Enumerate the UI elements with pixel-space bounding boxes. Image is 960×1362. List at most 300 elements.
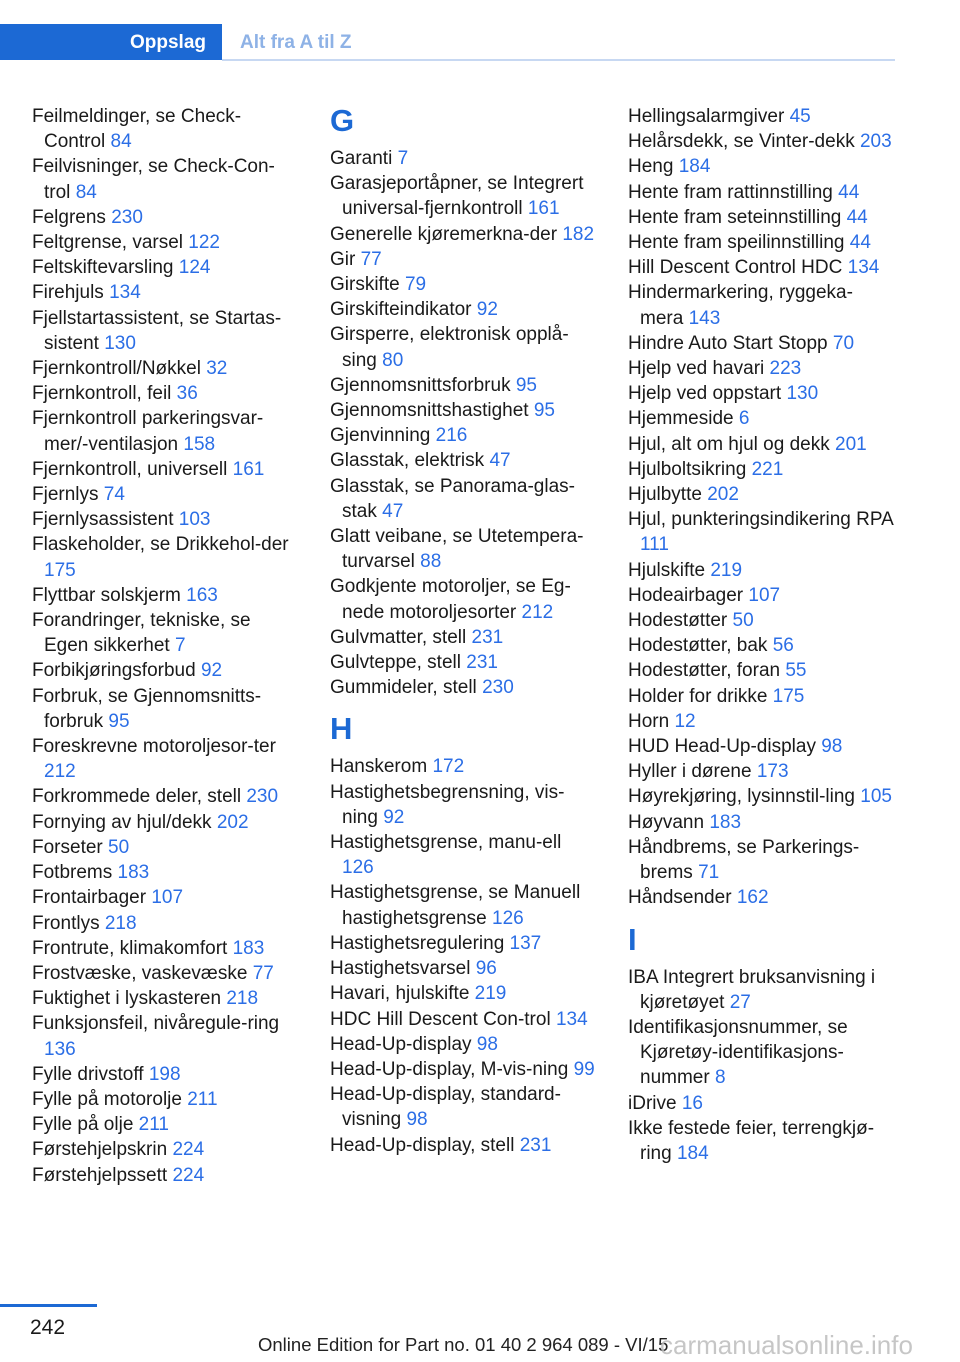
index-page-link[interactable]: 134 — [555, 1008, 588, 1030]
index-page-link[interactable]: 99 — [573, 1058, 595, 1080]
index-entry — [628, 154, 896, 179]
index-entry-term: Hodeairbager — [628, 584, 744, 606]
index-page-link[interactable]: 130 — [786, 383, 819, 405]
index-entry — [32, 507, 300, 532]
index-page-link[interactable]: 143 — [688, 307, 721, 329]
index-entry-term: Frontairbager — [32, 887, 147, 909]
index-entry-term: Feltskiftevarsling — [32, 257, 174, 279]
index-page-link[interactable]: 136 — [44, 1038, 76, 1060]
index-entry-term: Hjul, punkteringsindikering RPA — [628, 509, 893, 531]
index-entry — [330, 297, 598, 322]
index-entry — [330, 398, 598, 423]
page-number: 242 — [30, 1316, 66, 1339]
index-entry-term: Fornying av hjul/dekk — [32, 811, 212, 833]
index-page-link[interactable]: 111 — [640, 534, 669, 556]
index-entry-term: Horn — [628, 710, 670, 732]
index-entry — [32, 961, 300, 986]
index-entry — [628, 507, 896, 557]
index-entry — [330, 981, 598, 1006]
index-entry — [628, 331, 896, 356]
index-entry-term: Fjellstartassistent, se Startas-sistent — [32, 307, 282, 354]
index-entry — [628, 608, 896, 633]
index-entry-term: Frostvæske, vaskevæske — [32, 962, 248, 984]
index-page-link[interactable]: 12 — [674, 710, 696, 732]
index-page-link[interactable]: 98 — [476, 1033, 498, 1055]
index-page-link[interactable]: 98 — [406, 1109, 428, 1131]
index-entry — [32, 936, 300, 961]
index-entry — [330, 830, 598, 880]
index-entry — [330, 574, 598, 624]
index-entry-term: Gulvteppe, stell — [330, 652, 461, 674]
index-page-link[interactable]: 212 — [44, 761, 76, 783]
index-entry-term: Holder for drikke — [628, 685, 768, 707]
index-entry — [32, 583, 300, 608]
index-entry-term: Gir — [330, 248, 356, 270]
index-page-link[interactable]: 98 — [821, 736, 843, 758]
index-page-link[interactable]: 124 — [178, 257, 211, 279]
index-entry-term: Glasstak, elektrisk — [330, 450, 485, 472]
index-entry-term: Hill Descent Control HDC — [628, 257, 843, 279]
index-page-link[interactable]: 32 — [206, 358, 228, 380]
index-page-link[interactable]: 70 — [832, 332, 855, 354]
index-entry — [628, 457, 896, 482]
index-entry-term: Flaskeholder, se Drikkehol-der — [32, 534, 289, 556]
index-entry — [628, 406, 896, 431]
index-entry — [628, 1015, 896, 1091]
index-entry-term: Head-Up-display, stell — [330, 1134, 515, 1156]
index-entry-term: Fylle på olje — [32, 1114, 134, 1136]
index-entry — [32, 482, 300, 507]
index-page-link[interactable]: 175 — [772, 685, 805, 707]
index-page-link[interactable]: 96 — [475, 958, 497, 980]
index-entry — [32, 406, 300, 456]
index-page-link[interactable]: 95 — [515, 374, 537, 396]
index-entry — [330, 272, 598, 297]
index-page-link[interactable]: 7 — [397, 148, 409, 169]
index-page-link[interactable]: 74 — [103, 484, 125, 506]
index-entry-term: Forbikjøringsforbud — [32, 660, 196, 682]
index-page-link[interactable]: 45 — [789, 106, 811, 127]
index-page-link[interactable]: 211 — [187, 1088, 218, 1110]
index-page-link[interactable]: 231 — [466, 652, 498, 674]
index-entry-term: Girsperre, elektronisk opplå-sing — [330, 324, 569, 371]
index-entry-term: Flyttbar solskjerm — [32, 584, 181, 606]
index-entry-term: Gulvmatter, stell — [330, 626, 467, 648]
index-entry-term: Foreskrevne motoroljesor-ter — [32, 736, 276, 758]
index-entry — [32, 734, 300, 784]
index-entry-term: Hjulskifte — [628, 559, 706, 581]
index-entry — [628, 684, 896, 709]
index-entry-term: Fjernkontroll, feil — [32, 383, 172, 405]
index-entry-term: Hjulbytte — [628, 484, 702, 506]
index-column-2 — [330, 104, 598, 1158]
index-page-link[interactable]: 184 — [678, 156, 711, 178]
index-entry-term: Fjernkontroll/Nøkkel — [32, 358, 201, 380]
index-entry-term: Hjelp ved havari — [628, 358, 765, 380]
index-entry-term: Fylle på motorolje — [32, 1088, 182, 1110]
index-entry — [330, 146, 598, 171]
index-page-link[interactable]: 230 — [111, 206, 143, 228]
index-entry-term: Hodestøtter, bak — [628, 635, 768, 657]
index-entry — [32, 885, 300, 910]
index-page-link[interactable]: 230 — [482, 677, 514, 699]
index-page-link[interactable]: 88 — [420, 551, 442, 573]
index-page-link[interactable]: 126 — [492, 907, 524, 929]
index-entry-term: Head-Up-display, standard-visning — [330, 1084, 561, 1131]
index-entry-term: Høyvann — [628, 811, 705, 833]
index-entry-term: Førstehjelpskrin — [32, 1139, 168, 1161]
tab-alt-fra-a-til-z[interactable]: Alt fra A til Z — [240, 32, 352, 53]
index-entry — [330, 675, 598, 700]
index-page-link[interactable]: 224 — [172, 1164, 205, 1186]
header-tabs — [0, 24, 895, 62]
index-entry-term: Frontrute, klimakomfort — [32, 937, 228, 959]
index-page-link[interactable]: 161 — [232, 458, 265, 480]
index-entry — [628, 583, 896, 608]
index-page-link[interactable]: 126 — [342, 857, 374, 879]
index-entry-term: Fotbrems — [32, 862, 113, 884]
index-page-link[interactable]: 184 — [676, 1142, 709, 1164]
index-entry — [32, 1137, 300, 1162]
index-entry — [628, 784, 896, 809]
index-entry-term: Frontlys — [32, 912, 100, 934]
index-entry-term: Helårsdekk, se Vinter-dekk — [628, 131, 855, 153]
index-entry — [628, 709, 896, 734]
index-page-link[interactable]: 212 — [521, 601, 554, 623]
index-entry-term: Glatt veibane, se Utetempera-turvarsel — [330, 526, 584, 573]
index-entry — [330, 222, 598, 247]
index-entry — [32, 1087, 300, 1112]
index-page-link[interactable]: 107 — [748, 584, 781, 606]
index-page-link[interactable]: 183 — [232, 937, 265, 959]
index-page-link[interactable]: 47 — [489, 450, 511, 472]
index-entry — [330, 1082, 598, 1132]
index-entry — [628, 835, 896, 885]
index-entry — [32, 1112, 300, 1137]
index-entry-term: Hastighetsbegrensning, vis-ning — [330, 781, 565, 828]
index-page-link[interactable]: 105 — [860, 786, 892, 808]
index-entry — [330, 931, 598, 956]
index-entry-term: Hjul, alt om hjul og dekk — [628, 433, 830, 455]
index-entry-term: Hodestøtter, foran — [628, 660, 781, 682]
index-page-link[interactable]: 230 — [246, 786, 279, 808]
index-entry — [32, 356, 300, 381]
index-page-link[interactable]: 92 — [200, 660, 223, 682]
watermark: carmanualsonline.info — [660, 1330, 913, 1360]
index-page-link[interactable]: 6 — [738, 408, 750, 430]
index-entry — [32, 205, 300, 230]
index-page-link[interactable]: 56 — [772, 635, 794, 657]
index-entry-term: Håndbrems, se Parkerings-brems — [628, 836, 860, 884]
index-entry-term: Gjennomsnittshastighet — [330, 400, 529, 422]
index-entry — [330, 1057, 598, 1082]
index-entry — [330, 880, 598, 930]
index-entry-term: Feilmeldinger, se Check-Control — [32, 106, 242, 153]
edition-note: Online Edition for Part no. 01 40 2 964 089 - VI/15 — [258, 1334, 669, 1355]
index-entry — [628, 381, 896, 406]
index-entry-term: HUD Head-Up-display — [628, 736, 816, 758]
index-entry-term: Fjernkontroll, universell — [32, 458, 228, 480]
index-entry — [628, 734, 896, 759]
index-entry-term: Forandringer, tekniske, se Egen sikkerhet — [32, 610, 251, 657]
index-entry — [628, 230, 896, 255]
index-entry-term: Fjernkontroll parkeringsvar-mer/-ventilasjon — [32, 408, 264, 455]
index-entry-term: Glasstak, se Panorama-glas-stak — [330, 475, 575, 522]
index-page-link[interactable]: 103 — [178, 509, 211, 531]
index-entry — [32, 860, 300, 885]
index-page-link[interactable]: 8 — [714, 1067, 726, 1089]
index-entry-term: Hente fram seteinnstilling — [628, 206, 842, 228]
index-entry-term: Hjemmeside — [628, 408, 734, 430]
index-entry — [628, 1116, 896, 1166]
index-entry — [628, 432, 896, 457]
index-entry-term: Høyrekjøring, lysinnstil-ling — [628, 786, 855, 808]
index-entry — [32, 1062, 300, 1087]
index-page-link[interactable]: 219 — [474, 983, 507, 1005]
index-column-3 — [628, 104, 896, 1166]
index-entry-term: Girskifte — [330, 274, 400, 296]
index-entry-term: Head-Up-display, M-vis-ning — [330, 1058, 569, 1080]
index-entry — [628, 658, 896, 683]
index-entry — [628, 965, 896, 1015]
index-entry — [628, 633, 896, 658]
index-entry — [32, 104, 300, 154]
index-entry-term: Feilvisninger, se Check-Con-trol — [32, 156, 275, 203]
index-entry-term: Godkjente motoroljer, se Eg-nede motoroljesorter — [330, 576, 571, 623]
index-entry — [32, 230, 300, 255]
tab-underline — [222, 59, 895, 61]
index-entry-term: Hindermarkering, ryggeka-mera — [628, 282, 853, 329]
index-entry-term: Head-Up-display — [330, 1033, 472, 1055]
index-entry — [330, 322, 598, 372]
index-page-link[interactable]: 221 — [751, 458, 784, 480]
index-entry-term: Fjernlysassistent — [32, 509, 174, 531]
index-entry — [628, 255, 896, 280]
index-entry — [628, 885, 896, 910]
index-page-link[interactable]: 79 — [404, 274, 427, 296]
index-entry — [330, 171, 598, 221]
index-page-link[interactable]: 182 — [562, 223, 595, 245]
index-entry-term: Hente fram rattinnstilling — [628, 181, 833, 203]
index-page-link[interactable]: 163 — [186, 584, 218, 606]
index-entry-term: Felgrens — [32, 206, 106, 228]
index-entry — [330, 650, 598, 675]
index-page-link[interactable]: 107 — [151, 887, 184, 909]
index-page-link[interactable]: 202 — [707, 484, 739, 506]
index-page-link[interactable]: 172 — [432, 756, 465, 778]
index-page-link[interactable]: 80 — [382, 349, 404, 371]
index-entry — [32, 255, 300, 280]
index-entry-term: Hanskerom — [330, 756, 428, 778]
index-page-link[interactable]: 219 — [710, 559, 743, 581]
index-entry-term: Hyller i dørene — [628, 761, 752, 783]
index-page-link[interactable]: 211 — [138, 1114, 169, 1136]
index-entry-term: Hjelp ved oppstart — [628, 383, 782, 405]
index-entry — [32, 1011, 300, 1061]
index-page-link[interactable]: 231 — [519, 1134, 552, 1156]
index-page-link[interactable]: 223 — [769, 358, 802, 380]
index-entry — [628, 558, 896, 583]
index-entry-term: Hastighetsregulering — [330, 932, 505, 954]
index-page-link[interactable]: 95 — [108, 710, 130, 732]
index-entry — [330, 247, 598, 272]
index-entry — [330, 524, 598, 574]
index-page-link[interactable]: 95 — [533, 400, 555, 422]
index-entry-term: iDrive — [628, 1092, 677, 1114]
index-entry-term: Forkrommede deler, stell — [32, 786, 242, 808]
index-entry — [32, 784, 300, 809]
index-entry-term: Forseter — [32, 836, 103, 858]
index-page-link[interactable]: 71 — [698, 862, 720, 884]
index-entry-term: Ikke festede feier, terrengkjø-ring — [628, 1117, 875, 1164]
index-page-link[interactable]: 47 — [382, 500, 404, 522]
index-entry-term: Gjennomsnittsforbruk — [330, 374, 511, 396]
index-entry-term: Feltgrense, varsel — [32, 232, 184, 254]
index-entry-term: Hellingsalarmgiver — [628, 106, 785, 127]
index-entry-term: Firehjuls — [32, 282, 104, 304]
index-entry — [628, 104, 896, 129]
index-page-link[interactable]: 201 — [835, 433, 867, 455]
index-page-link[interactable]: 44 — [849, 232, 871, 254]
index-entry — [330, 474, 598, 524]
index-page-link[interactable]: 158 — [183, 433, 216, 455]
index-page-link[interactable]: 44 — [846, 206, 868, 228]
index-entry-term: Generelle kjøremerkna-der — [330, 223, 558, 245]
index-page-link[interactable]: 92 — [383, 806, 405, 828]
index-page-link[interactable]: 92 — [476, 299, 498, 321]
index-entry-term: Hastighetsvarsel — [330, 958, 471, 980]
footer-rule — [0, 1304, 97, 1307]
index-entry — [330, 1133, 598, 1158]
index-page-link[interactable]: 216 — [435, 425, 468, 447]
index-page-link[interactable]: 134 — [847, 257, 880, 279]
index-page-link[interactable]: 36 — [176, 383, 198, 405]
index-entry — [32, 810, 300, 835]
index-entry-term: IBA Integrert bruksanvisning i kjøretøyet — [628, 966, 876, 1013]
index-entry-term: Hastighetsgrense, se Manuell hastighetsgrense — [330, 882, 581, 929]
index-entry — [330, 780, 598, 830]
index-entry — [330, 1007, 598, 1032]
index-page-link[interactable]: 137 — [509, 932, 542, 954]
index-entry — [32, 154, 300, 204]
index-page-link[interactable]: 218 — [226, 988, 259, 1010]
index-entry-term: Garanti — [330, 148, 393, 169]
index-entry — [330, 625, 598, 650]
index-entry — [32, 835, 300, 860]
index-letter-heading: G — [330, 103, 355, 138]
index-entry — [32, 911, 300, 936]
tab-oppslag[interactable]: Oppslag — [0, 24, 222, 60]
index-entry-term: HDC Hill Descent Con-trol — [330, 1008, 551, 1030]
index-entry — [628, 1091, 896, 1116]
index-entry — [32, 658, 300, 683]
index-letter-heading: H — [330, 711, 353, 747]
index-entry — [32, 457, 300, 482]
index-entry-term: Fylle drivstoff — [32, 1063, 144, 1085]
index-entry-term: Forbruk, se Gjennomsnitts-forbruk — [32, 685, 262, 732]
index-entry-term: Førstehjelpssett — [32, 1164, 168, 1186]
index-page-link[interactable]: 55 — [785, 660, 807, 682]
index-letter-heading: I — [628, 921, 637, 957]
index-entry — [330, 448, 598, 473]
index-entry — [32, 608, 300, 658]
index-entry-term: Identifikasjonsnummer, se Kjøretøy-identifikasjons-nummer — [628, 1016, 848, 1089]
index-page-link[interactable]: 44 — [838, 181, 860, 203]
index-entry — [330, 754, 598, 779]
index-page-link[interactable]: 84 — [110, 131, 132, 153]
index-page-link[interactable]: 77 — [360, 248, 382, 270]
index-entry-term: Fjernlys — [32, 484, 99, 506]
index-entry — [32, 306, 300, 356]
index-page-link[interactable]: 218 — [104, 912, 137, 934]
index-entry-term: Hastighetsgrense, manu-ell — [330, 832, 562, 854]
index-page-link[interactable]: 202 — [216, 811, 249, 833]
index-entry — [628, 180, 896, 205]
index-page-link[interactable]: 162 — [736, 887, 769, 909]
index-entry — [32, 381, 300, 406]
index-entry — [628, 129, 896, 154]
index-page-link[interactable]: 7 — [174, 635, 186, 657]
index-page-link[interactable]: 134 — [109, 282, 141, 304]
index-entry — [330, 956, 598, 981]
index-entry — [32, 532, 300, 582]
index-page-link[interactable]: 16 — [681, 1092, 703, 1114]
index-entry-term: Havari, hjulskifte — [330, 983, 470, 1005]
index-page-link[interactable]: 198 — [148, 1063, 181, 1085]
index-entry — [330, 373, 598, 398]
index-entry — [330, 423, 598, 448]
index-page-link[interactable]: 77 — [252, 962, 274, 984]
index-entry-term: Gjenvinning — [330, 425, 431, 447]
index-entry — [330, 1032, 598, 1057]
index-page-link[interactable]: 50 — [732, 610, 754, 632]
index-entry-term: Hodestøtter — [628, 610, 728, 632]
index-entry — [32, 986, 300, 1011]
index-page-link[interactable]: 122 — [188, 232, 220, 254]
index-entry-term: Girskifteindikator — [330, 299, 472, 321]
index-page-link[interactable]: 173 — [756, 761, 789, 783]
index-entry — [628, 810, 896, 835]
index-page-link[interactable]: 84 — [75, 181, 97, 203]
index-entry — [628, 280, 896, 330]
index-entry — [32, 684, 300, 734]
index-page-link[interactable]: 203 — [859, 131, 892, 153]
index-page-link[interactable]: 231 — [471, 626, 504, 648]
index-column-1 — [32, 104, 300, 1188]
index-page-link[interactable]: 175 — [44, 559, 76, 581]
index-entry-term: Heng — [628, 156, 674, 178]
index-entry-term: Hindre Auto Start Stopp — [628, 332, 828, 354]
index-page-link[interactable]: 183 — [117, 862, 150, 884]
index-page-link[interactable]: 27 — [729, 991, 751, 1013]
index-entry — [628, 205, 896, 230]
index-page-link[interactable]: 50 — [108, 836, 130, 858]
index-entry-term: Gummideler, stell — [330, 677, 477, 699]
index-entry-term: Funksjonsfeil, nivåregule-ring — [32, 1013, 280, 1035]
index-entry — [628, 482, 896, 507]
index-page-link[interactable]: 183 — [709, 811, 742, 833]
index-entry — [32, 280, 300, 305]
index-page-link[interactable]: 130 — [104, 332, 136, 354]
index-entry-term: Garasjeportåpner, se Integrert universal-fjernkontroll — [330, 173, 584, 220]
index-entry-term: Fuktighet i lyskasteren — [32, 988, 222, 1010]
index-entry — [628, 759, 896, 784]
index-entry — [628, 356, 896, 381]
index-page-link[interactable]: 161 — [527, 198, 560, 220]
index-entry — [32, 1163, 300, 1188]
index-entry-term: Hjulboltsikring — [628, 458, 747, 480]
index-page-link[interactable]: 224 — [172, 1139, 205, 1161]
